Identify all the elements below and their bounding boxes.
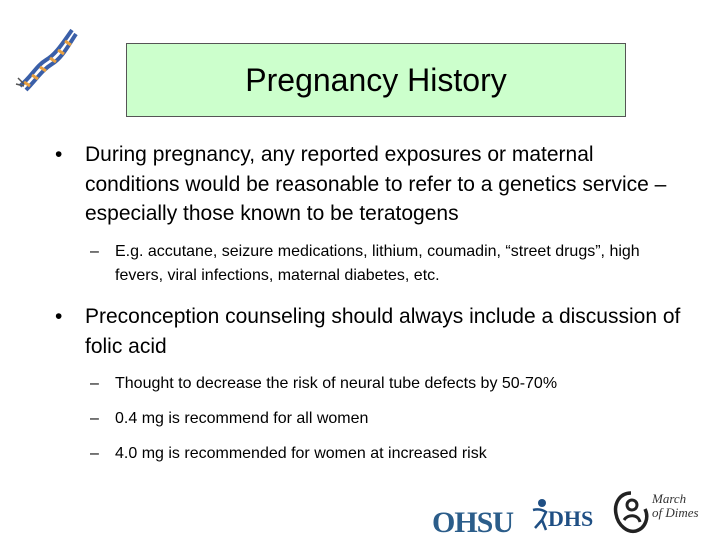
bullet-item <box>55 302 685 361</box>
march-of-dimes-mother-child-icon <box>610 490 652 536</box>
sub-bullet-text: 0.4 mg is recommend for all women <box>115 410 369 427</box>
bullet-symbol: • <box>55 143 63 166</box>
sub-bullet-text: E.g. accutane, seizure medications, lithium, coumadin, “street drugs”, high fevers, viral infections, maternal diabetes, etc. <box>115 243 640 284</box>
sub-bullet-symbol: – <box>90 410 99 427</box>
sponsor-logos <box>430 488 720 540</box>
sub-bullet-symbol: – <box>90 375 99 392</box>
bullet-text: Preconception counseling should always include a discussion of folic acid <box>85 305 681 358</box>
ohsu-logo: OHSU <box>432 506 514 539</box>
sub-bullet-symbol: – <box>90 243 99 260</box>
march-of-dimes-logo <box>652 492 699 520</box>
sub-bullet-symbol: – <box>90 445 99 462</box>
bullet-text: During pregnancy, any reported exposures or maternal conditions would be reasonable to refer to a genetics service – especially those known to be teratogens <box>85 143 667 225</box>
march-of-dimes-line-1: March <box>652 491 687 506</box>
sub-bullet-item <box>90 240 680 288</box>
sub-bullet-item <box>90 407 680 431</box>
march-of-dimes-line-2: of Dimes <box>652 505 699 520</box>
sub-bullet-item <box>90 442 680 466</box>
sub-bullet-item <box>90 372 680 396</box>
dhs-logo: DHS <box>548 506 594 531</box>
bullet-symbol: • <box>55 305 63 328</box>
sub-bullet-text: 4.0 mg is recommended for women at increased risk <box>115 445 487 462</box>
dhs-figure-icon <box>530 498 550 532</box>
bullet-item <box>55 140 685 229</box>
slide-title: Pregnancy History <box>245 61 507 98</box>
sub-bullet-text: Thought to decrease the risk of neural tube defects by 50-70% <box>115 375 558 392</box>
